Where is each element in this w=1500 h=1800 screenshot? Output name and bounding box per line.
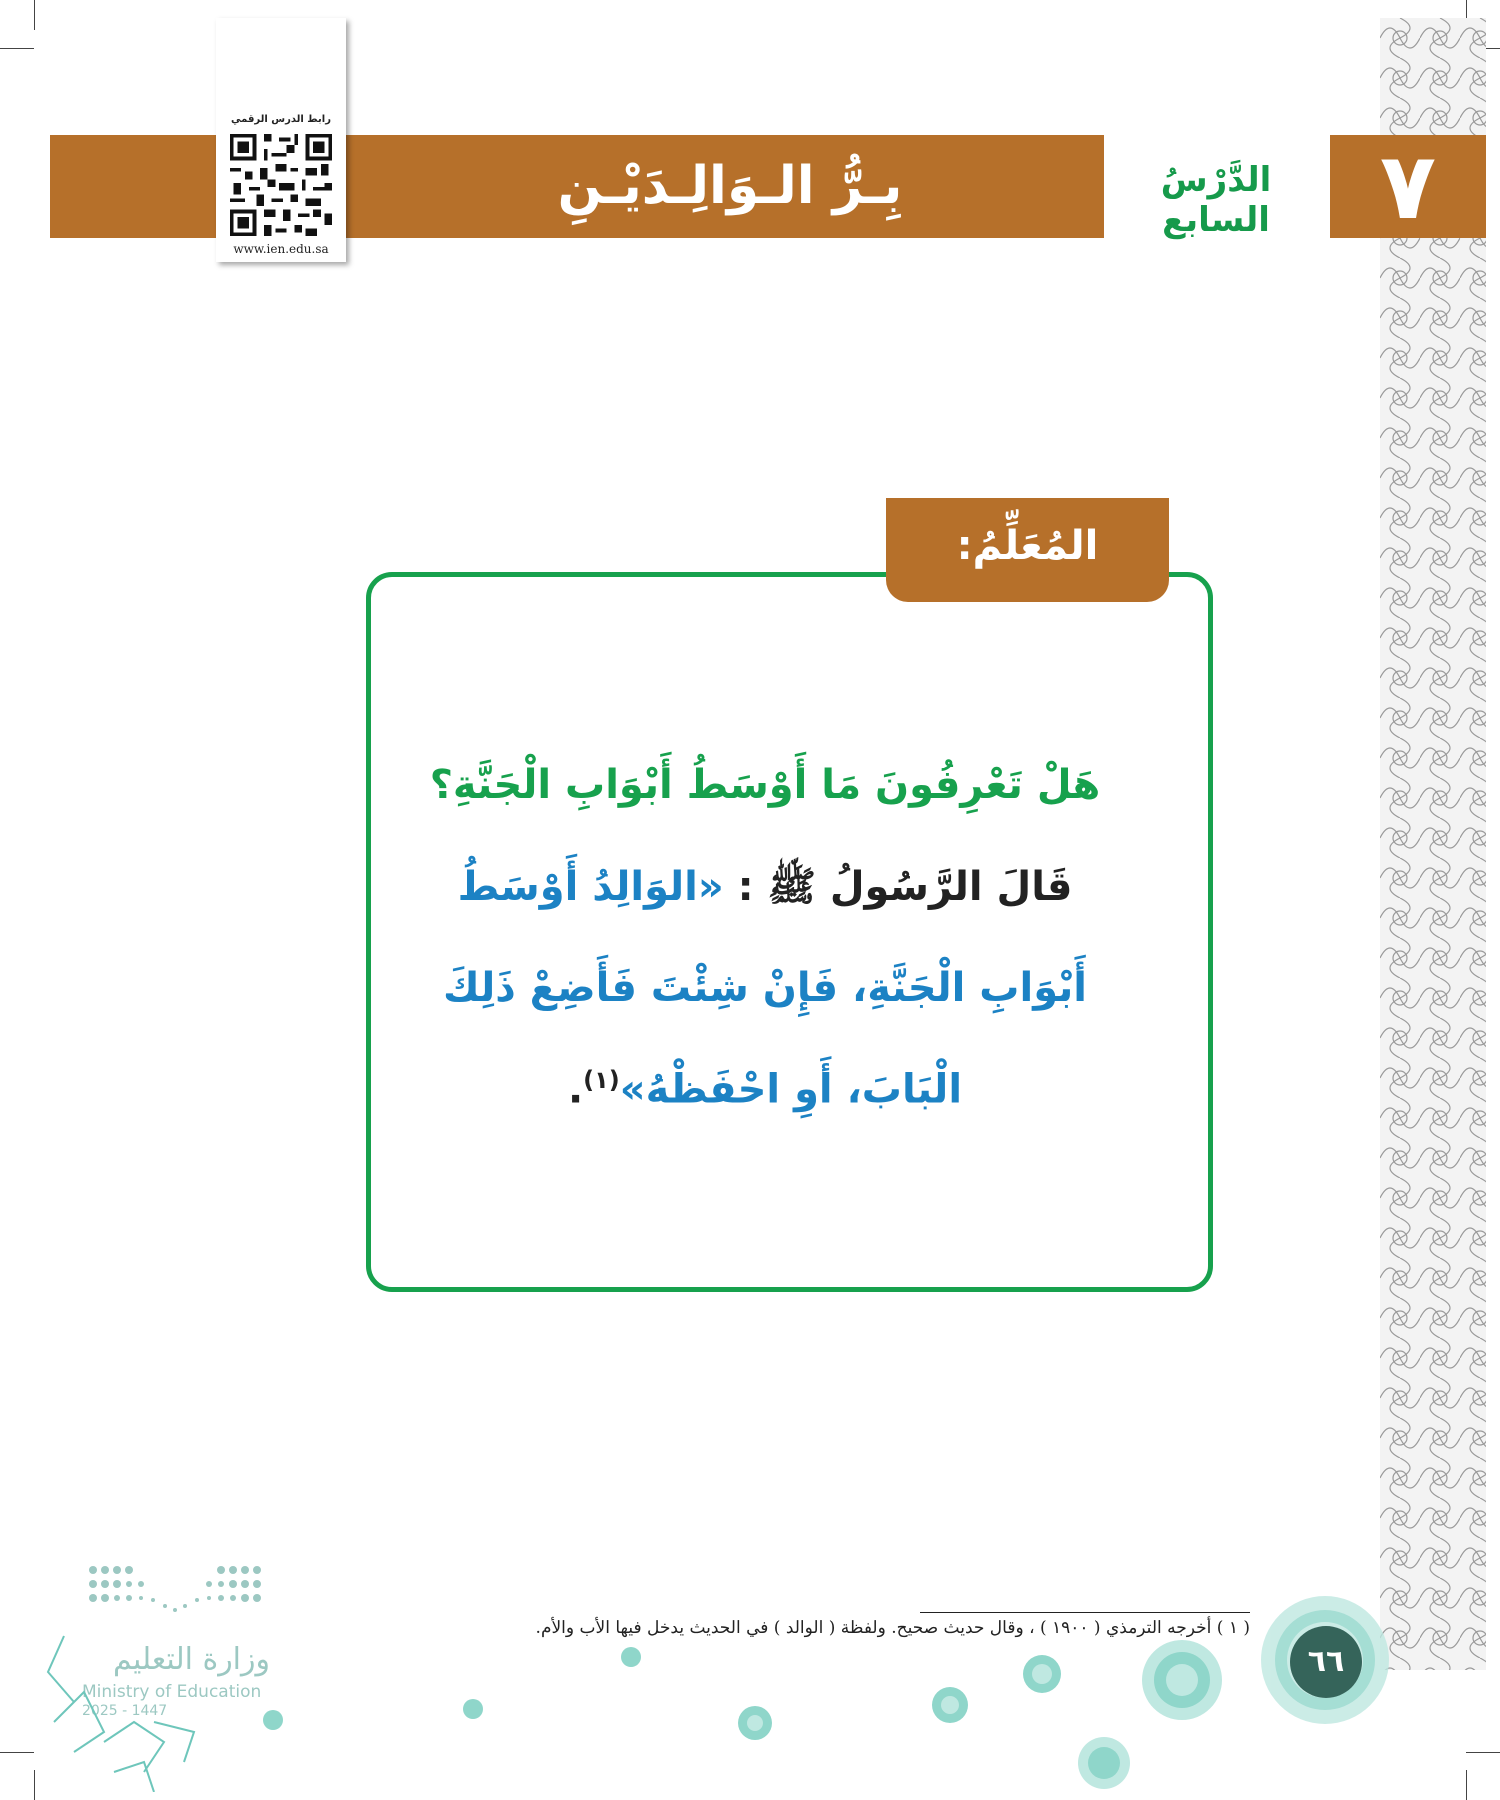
decorative-rosette-icon [1022, 1654, 1062, 1694]
qr-url-link[interactable]: www.ien.edu.sa [233, 242, 329, 256]
question-text: هَلْ تَعْرِفُونَ مَا أَوْسَطُ أَبْوَابِ الْجَنَّةِ؟ [429, 762, 1101, 808]
decorative-rosette-icon [1140, 1638, 1224, 1722]
footnote-rule [920, 1612, 1250, 1613]
footnote-text: ( ١ ) أخرجه الترمذي ( ١٩٠٠ ) ، وقال حديث صحيح. ولفظة ( الوالد ) في الحديث يدخل فيها الأب والأم. [535, 1618, 1250, 1638]
decorative-rosette-icon [262, 1709, 284, 1731]
decorative-rosette-icon [930, 1685, 970, 1725]
qr-card[interactable] [216, 18, 346, 262]
qr-caption: رابط الدرس الرقمي [231, 114, 331, 125]
page-number: ٦٦ [1290, 1626, 1362, 1698]
crop-mark [34, 1770, 35, 1800]
decorative-pattern-strip [1380, 18, 1486, 1670]
hadith-quote-part-3: الْبَابَ، أَوِ احْفَظْهُ» [619, 1066, 963, 1113]
ministry-year: 2025 - 1447 [82, 1703, 168, 1719]
ministry-name-english: Ministry of Education [82, 1682, 262, 1702]
decorative-rosette-icon [737, 1705, 773, 1741]
hadith-line-1 [380, 857, 1150, 917]
crop-mark [0, 48, 34, 49]
lesson-label: الدَّرْسُ السابع [1160, 160, 1272, 240]
footnote-marker: (١) [583, 1066, 620, 1094]
crop-mark [1466, 1770, 1467, 1800]
hadith-quote-part-1: «الوَالِدُ أَوْسَطُ [457, 864, 724, 910]
decorative-rosette-icon [620, 1646, 642, 1668]
ministry-logo-lines-icon [44, 1632, 214, 1792]
lesson-title: بِـرُّ الـوَالِـدَيْـنِ [557, 156, 903, 216]
teacher-label-tab: المُعَلِّمُ: [886, 498, 1169, 602]
ministry-logo-dots-icon [85, 1562, 265, 1618]
ministry-name-arabic: وزارة التعليم [112, 1642, 270, 1677]
lesson-number: ٧ [1330, 135, 1486, 238]
hadith-line-2: أَبْوَابِ الْجَنَّةِ، فَإِنْ شِئْتَ فَأَضِعْ ذَلِكَ [442, 965, 1088, 1011]
crop-mark [34, 0, 35, 30]
hadith-line-3 [380, 1050, 1150, 1119]
end-dot: . [567, 1066, 584, 1113]
crop-mark [1466, 1752, 1500, 1753]
decorative-rosette-icon [462, 1698, 484, 1720]
teacher-content-box [366, 572, 1213, 1292]
qr-code-icon[interactable] [226, 130, 336, 240]
hadith-intro: قَالَ الرَّسُولُ ﷺ : [737, 864, 1073, 910]
crop-mark [0, 1752, 34, 1753]
decorative-rosette-icon [1076, 1735, 1132, 1791]
